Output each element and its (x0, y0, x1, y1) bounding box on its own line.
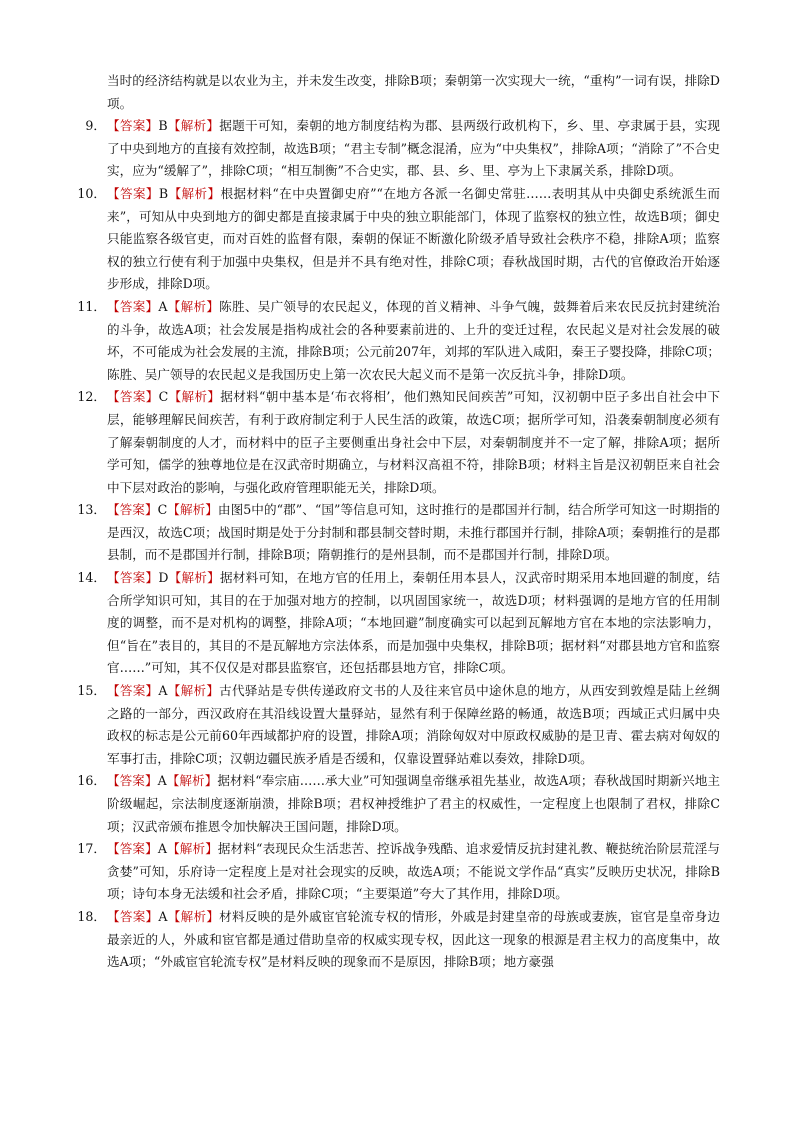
item-number: 12． (77, 389, 106, 405)
item-number: 15． (77, 683, 106, 699)
answer-label: 【答案】 (107, 841, 158, 857)
item-number: 11． (77, 298, 106, 314)
answer-label: 【答案】 (107, 502, 158, 518)
answer-label: 【答案】 (107, 389, 159, 405)
answer-item (77, 680, 721, 770)
answer-explanations (77, 70, 721, 974)
analysis-text: 陈胜、吴广领导的农民起义，体现的首义精神、斗争气魄，鼓舞着后来农民反抗封建统治的斗争，故选A项；社会发展是指构成社会的各种要素前进的、上升的变迁过程，农民起义是对社会发展的破坏，不可能成为社会发展的主流，排除B项；公元前207年，刘邦的军队进入咸阳，秦王子婴投降，排除C项；陈胜、吴广领导的农民起义是我国历史上第一次农民大起义而不是第一次反抗斗争，排除D项。 (107, 298, 721, 382)
analysis-label: 【解析】 (168, 185, 221, 201)
analysis-text: 材料反映的是外戚宦官轮流专权的情形，外戚是封建皇帝的母族或妻族，宦官是皇帝身边最亲近的人，外戚和宦官都是通过借助皇帝的权威实现专权，因此这一现象的根源是君主权力的高度集中，故选A项；“外戚宦官轮流专权”是材料反映的现象而不是原因，排除B项；地方豪强 (107, 908, 721, 970)
answer-choice: A (157, 773, 167, 789)
answer-item (84, 115, 720, 183)
answer-item (77, 183, 721, 296)
answer-item (77, 499, 721, 567)
answer-label: 【答案】 (107, 570, 159, 586)
answer-item (77, 567, 721, 680)
answer-label: 【答案】 (107, 298, 159, 314)
analysis-label: 【解析】 (167, 908, 220, 924)
analysis-text: 据材料“表现民众生活悲苦、控诉战争残酷、追求爱情反抗封建礼教、鞭挞统治阶层荒淫与贪婪”可知，乐府诗一定程度上是对社会现实的反映，故选A项；不能说文学作品“真实”反映历史状况，排除B项；诗句本身无法缓和社会矛盾，排除C项；“主要渠道”夸大了其作用，排除D项。 (107, 841, 720, 902)
answer-item (77, 906, 721, 974)
analysis-text: 据材料可知，在地方官的任用上，秦朝任用本县人，汉武帝时期采用本地回避的制度，结合所学知识可知，其目的在于加强对地方的控制，以巩固国家统一，故选D项；材料强调的是地方官的任用制度的调整，而不是对机构的调整，排除A项；“本地回避”制度确实可以起到瓦解地方官在本地的宗法影响力，但“旨在”表目的，其目的不是瓦解地方宗法体系，而是加强中央集权，排除B项；据材料“对郡县地方官和监察官……”可知，其不仅仅是对郡县监察官，还包括郡县地方官，排除C项。 (107, 570, 721, 676)
item-number: 16． (77, 773, 106, 789)
answer-choice: C (157, 502, 168, 518)
answer-label: 【答案】 (107, 683, 159, 699)
analysis-text: 据题干可知，秦朝的地方制度结构为郡、县两级行政机构下，乡、里、亭隶属于县，实现了中央到地方的直接有效控制，故选B项；“君主专制”概念混淆，应为“中央集权”，排除A项；“消除了”不合史实，应为“缓解了”，排除C项；“相互制衡”不合史实，郡、县、乡、里、亭为上下隶属关系，排除D项。 (107, 118, 721, 179)
item-number: 18． (77, 908, 106, 924)
analysis-label: 【解析】 (167, 118, 220, 134)
item-number: 14． (77, 570, 106, 586)
analysis-label: 【解析】 (168, 389, 221, 405)
analysis-text: 据材料“奉宗庙……承大业”可知强调皇帝继承祖先基业，故选A项；春秋战国时期新兴地主阶级崛起，宗法制度逐渐崩溃，排除B项；君权神授维护了君主的权威性，一定程度上也限制了君权，排除C项；汉武帝颁布推恩令加快解决王国问题，排除D项。 (107, 773, 721, 834)
analysis-label: 【解析】 (167, 298, 220, 314)
item-number: 9． (85, 118, 106, 134)
item-number: 13． (77, 502, 106, 518)
answer-label: 【答案】 (107, 908, 159, 924)
answer-choice: B (158, 118, 168, 134)
item-number: 10． (77, 185, 106, 201)
analysis-text: 根据材料“在中央置御史府”“在地方各派一名御史常驻……表明其从中央御史系统派生而来”，可知从中央到地方的御史都是直接隶属于中央的独立职能部门，体现了监察权的独立性，故选B项；御史只能监察各级官吏，而对百姓的监督有限，秦朝的保证不断激化阶级矛盾导致社会秩序不稳，排除A项；监察权的独立行使有利于加强中央集权，但是并不具有绝对性，排除C项；春秋战国时期，古代的官僚政治开始逐步形成，排除D项。 (107, 185, 721, 292)
answer-item (77, 386, 721, 499)
analysis-label: 【解析】 (167, 683, 220, 699)
analysis-label: 【解析】 (167, 502, 218, 518)
analysis-text: 古代驿站是专供传递政府文书的人及往来官员中途休息的地方，从西安到敦煌是陆上丝绸之路的一部分，西汉政府在其沿线设置大量驿站，显然有利于保障丝路的畅通，故选B项；西域正式归属中央政权的标志是公元前60年西域都护府的设置，排除A项；消除匈奴对中原政权威胁的是卫青、霍去病对匈奴的军事打击，排除C项；汉朝边疆民族矛盾是否缓和，仅靠设置驿站难以奏效，排除D项。 (107, 683, 721, 766)
answer-item (77, 770, 721, 838)
analysis-label: 【解析】 (166, 841, 218, 857)
analysis-text: 据材料“朝中基本是‘布衣将相’，他们熟知民间疾苦”可知，汉初朝中臣子多出自社会中下层，能够理解民间疾苦，有利于政府制定利于人民生活的政策，故选C项；据所学可知，沿袭秦朝制度必须有了解秦朝制度的人才，而材料中的臣子主要侧重出身社会中下层，对秦朝制度并不一定了解，排除A项；据所学可知，儒学的独尊地位是在汉武帝时期确立，与材料汉高祖不符，排除B项；材料主旨是汉初朝臣来自社会中下层对政治的影响，与强化政府管理职能无关，排除D项。 (107, 389, 721, 495)
continued-paragraph: 当时的经济结构就是以农业为主，并未发生改变，排除B项；秦朝第一次实现大一统，“重构”一词有误，排除D项。 (107, 73, 720, 111)
answer-choice: B (158, 185, 169, 201)
answer-choice: A (158, 908, 168, 924)
analysis-label: 【解析】 (166, 773, 218, 789)
answer-item (77, 296, 721, 386)
answer-item (77, 838, 720, 906)
item-number: 17． (77, 841, 106, 857)
answer-choice: A (158, 683, 168, 699)
answer-label: 【答案】 (107, 773, 158, 789)
answer-choice: D (158, 570, 169, 586)
analysis-text: 由图5中的“郡”、“国”等信息可知，这时推行的是郡国并行制，结合所学可知这一时期指的是西汉，故选C项；战国时期是处于分封制和郡县制交替时期，未推行郡国并行制，排除A项；秦朝推行的是郡县制，而不是郡国并行制，排除B项；隋朝推行的是州县制，而不是郡国并行制，排除D项。 (107, 502, 721, 563)
answer-choice: C (158, 389, 169, 405)
analysis-label: 【解析】 (168, 570, 220, 586)
answer-choice: A (157, 841, 167, 857)
answer-choice: A (158, 298, 168, 314)
answer-label: 【答案】 (107, 185, 159, 201)
answer-label: 【答案】 (107, 118, 159, 134)
